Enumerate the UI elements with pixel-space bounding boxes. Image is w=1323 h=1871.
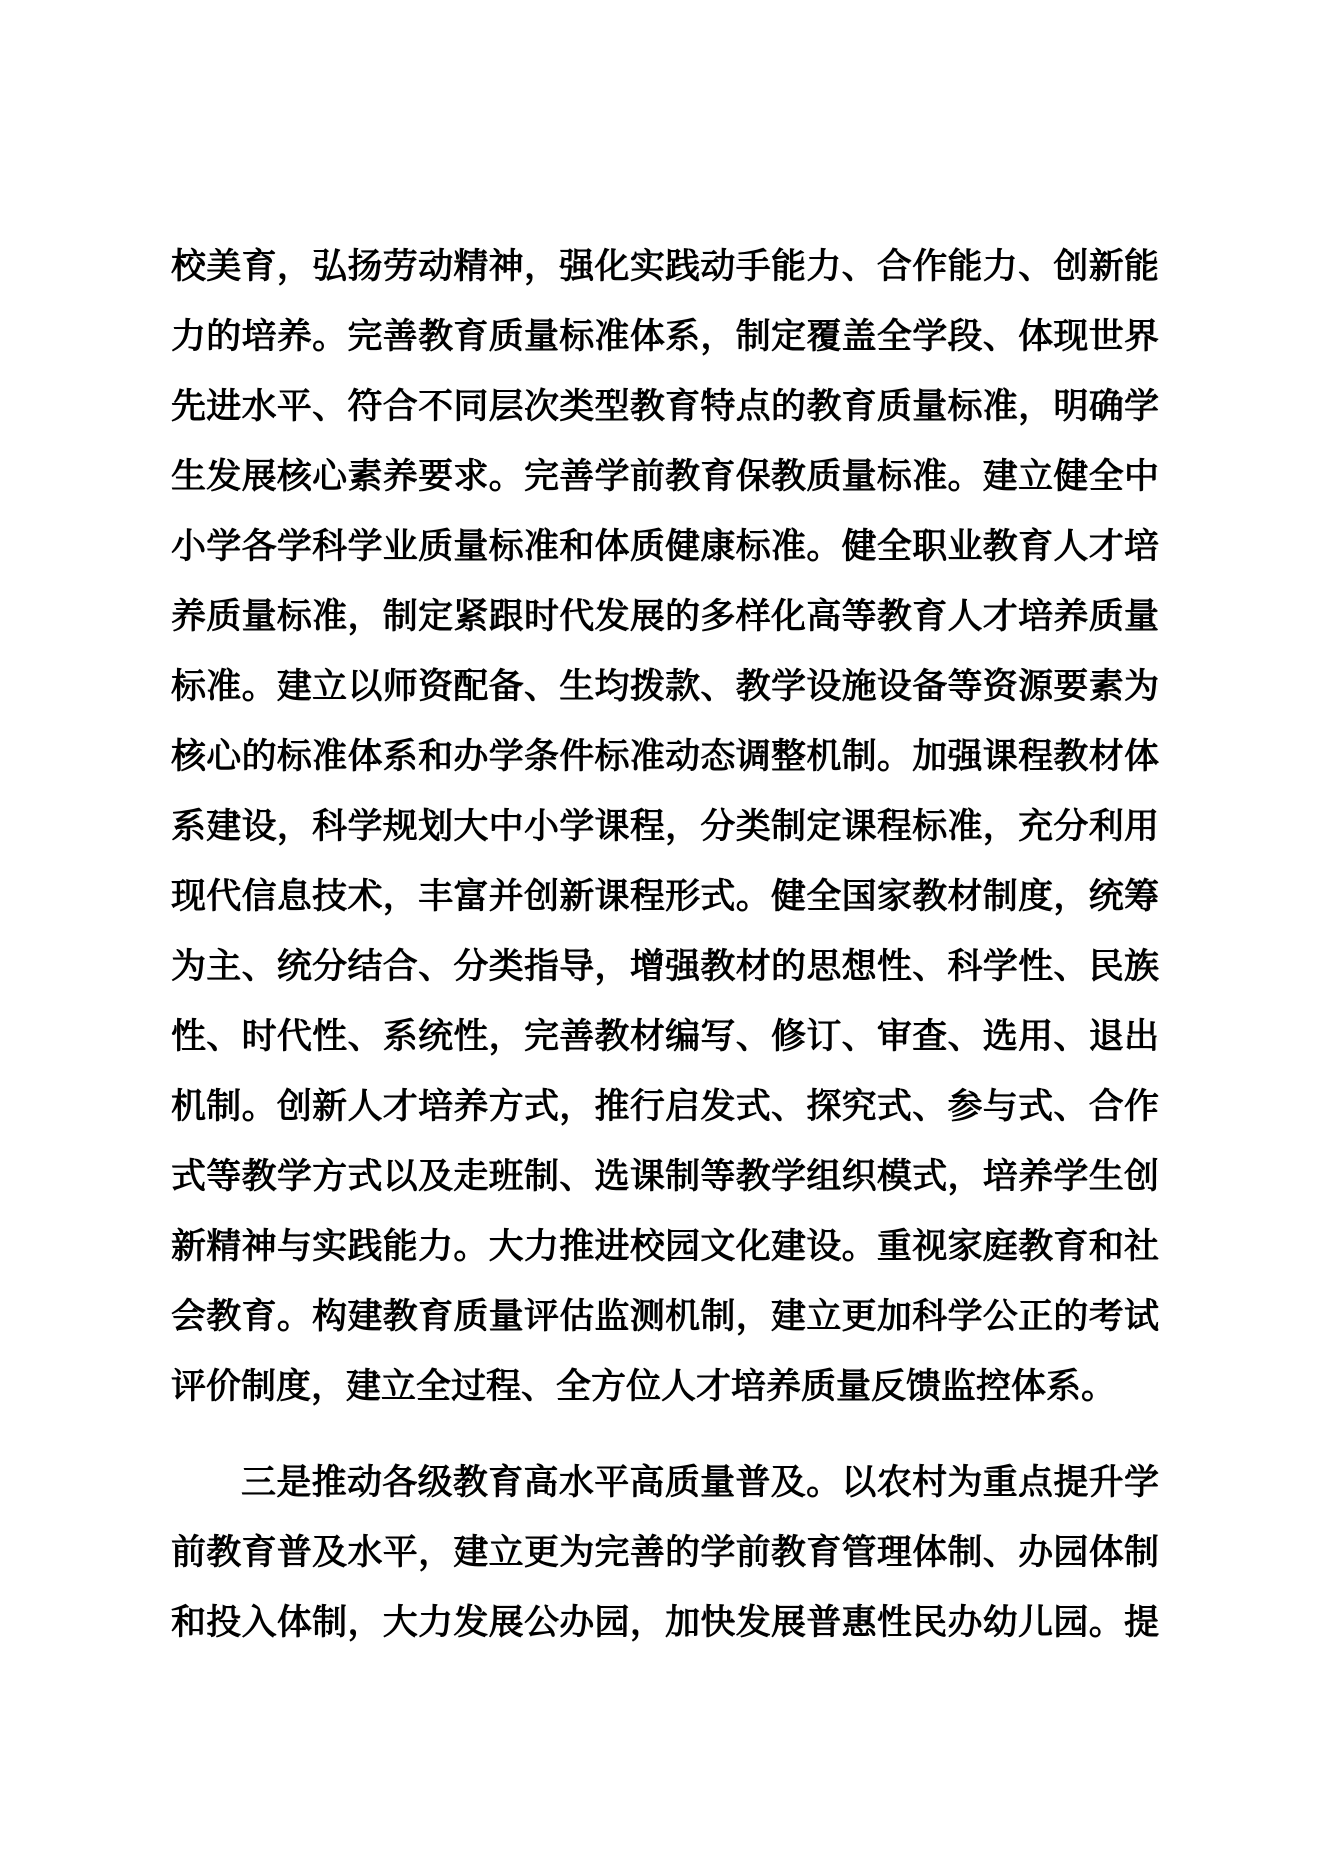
text-line: 评价制度，建立全过程、全方位人才培养质量反馈监控体系。: [171, 1367, 1117, 1406]
text-line: 现代信息技术，丰富并创新课程形式。健全国家教材制度，统筹: [171, 877, 1159, 916]
text-line: 为主、统分结合、分类指导，增强教材的思想性、科学性、民族: [171, 947, 1159, 986]
text-line: 小学各学科学业质量标准和体质健康标准。健全职业教育人才培: [171, 527, 1159, 566]
paragraph: [171, 1448, 1159, 1658]
text-line: 机制。创新人才培养方式，推行启发式、探究式、参与式、合作: [171, 1087, 1159, 1126]
document-body: [171, 232, 1159, 1658]
text-line: 校美育，弘扬劳动精神，强化实践动手能力、合作能力、创新能: [171, 247, 1159, 286]
text-line: 三是推动各级教育高水平高质量普及。以农村为重点提升学: [241, 1463, 1159, 1502]
text-line: 核心的标准体系和办学条件标准动态调整机制。加强课程教材体: [171, 737, 1159, 776]
text-line: 标准。建立以师资配备、生均拨款、教学设施设备等资源要素为: [171, 667, 1159, 706]
text-line: 养质量标准，制定紧跟时代发展的多样化高等教育人才培养质量: [171, 597, 1159, 636]
text-line: 会教育。构建教育质量评估监测机制，建立更加科学公正的考试: [171, 1297, 1159, 1336]
text-line: 系建设，科学规划大中小学课程，分类制定课程标准，充分利用: [171, 807, 1159, 846]
text-line: 式等教学方式以及走班制、选课制等教学组织模式，培养学生创: [171, 1157, 1159, 1196]
paragraph: [171, 232, 1159, 1422]
text-line: 先进水平、符合不同层次类型教育特点的教育质量标准，明确学: [171, 387, 1159, 426]
text-line: 前教育普及水平，建立更为完善的学前教育管理体制、办园体制: [171, 1533, 1159, 1572]
text-line: 新精神与实践能力。大力推进校园文化建设。重视家庭教育和社: [171, 1227, 1159, 1266]
text-line: 和投入体制，大力发展公办园，加快发展普惠性民办幼儿园。提: [171, 1603, 1159, 1642]
text-line: 性、时代性、系统性，完善教材编写、修订、审查、选用、退出: [171, 1017, 1159, 1056]
text-line: 生发展核心素养要求。完善学前教育保教质量标准。建立健全中: [171, 457, 1159, 496]
text-line: 力的培养。完善教育质量标准体系，制定覆盖全学段、体现世界: [171, 317, 1159, 356]
